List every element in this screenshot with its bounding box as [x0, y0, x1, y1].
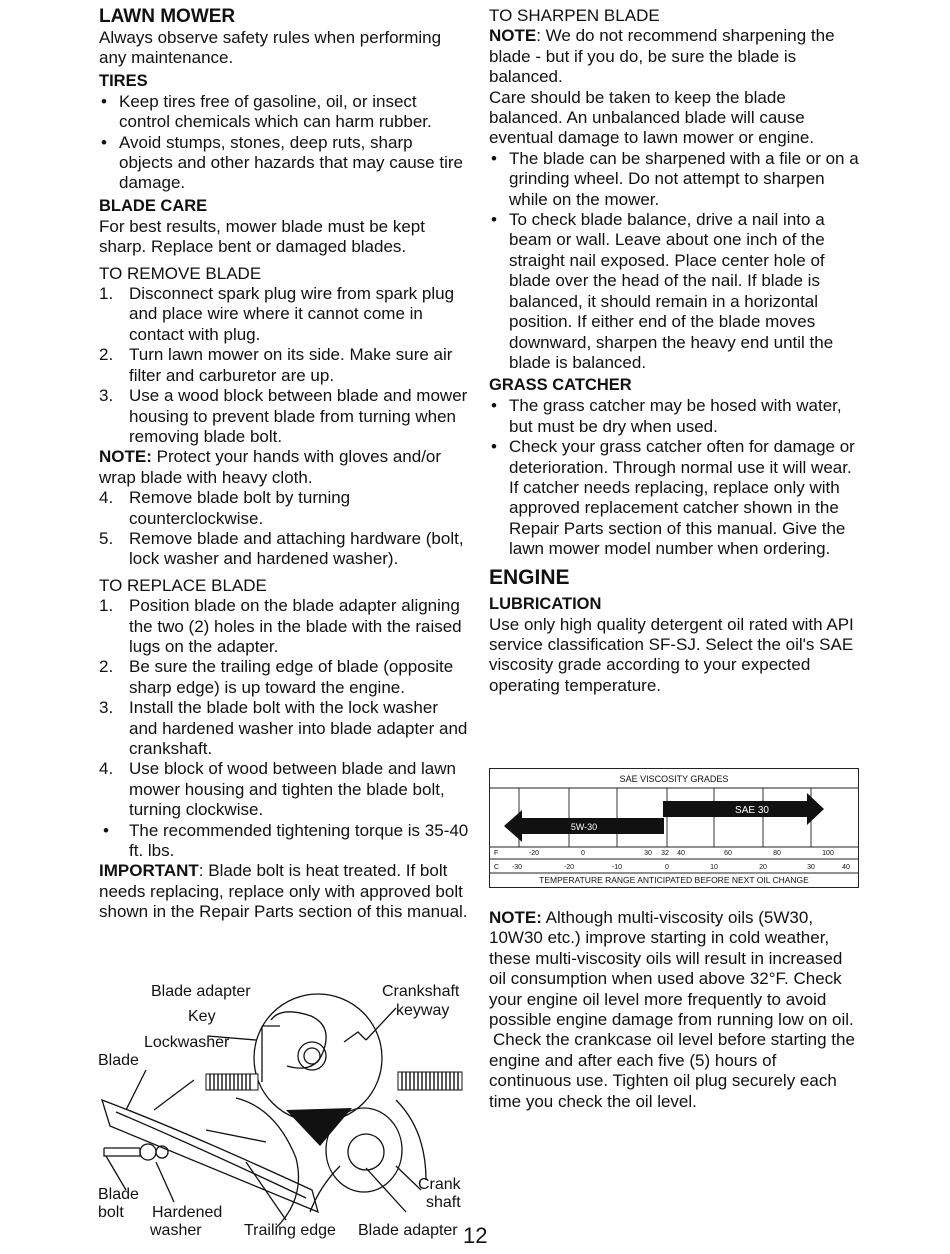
blade-assembly-diagram	[96, 980, 468, 1242]
left-column	[99, 6, 469, 923]
c-scale-label: C	[494, 864, 500, 871]
f-tick: 30	[644, 850, 652, 857]
list-item: 4. Remove blade bolt by turning counterclockwise.	[99, 488, 351, 528]
grass-catcher-heading: GRASS CATCHER	[489, 376, 632, 395]
check-oil-text: Check the crankcase oil level before starting the engine and after each five (5) hours of continuous use. Tighten oil plug securely each time you check the oil level.	[489, 1030, 855, 1111]
c-tick: 40	[842, 864, 850, 871]
multi-viscosity-note: NOTE: Although multi-viscosity oils (5W30, 10W30 etc.) improve starting in cold weather, these multi-viscosity oils will result in increased oil consumption when used above 32°F. Check your engine oil level more frequently to avoid possible engine damage from running low on oil.	[489, 908, 854, 1030]
list-item: 1. Disconnect spark plug wire from spark plug and place wire where it cannot come in contact with plug.	[99, 284, 455, 344]
list-item: • The recommended tightening torque is 35-40 ft. lbs.	[103, 820, 469, 861]
label-key: Key	[188, 1008, 216, 1025]
f-tick: 32	[661, 850, 669, 857]
page-number: 12	[463, 1223, 488, 1248]
list-item: 2. Turn lawn mower on its side. Make sure air filter and carburetor are up.	[99, 345, 453, 385]
sharpen-list	[489, 149, 859, 373]
label-blade-bolt-2: bolt	[98, 1204, 124, 1221]
list-item: • Check your grass catcher often for damage or deterioration. Through normal use it will wear. If catcher needs replacing, replace only with approved replacement catcher shown in the Repair Parts section of this manual. Give the lawn mower model number when ordering.	[491, 437, 855, 559]
sharpen-blade-heading: TO SHARPEN BLADE	[489, 6, 660, 25]
remove-note: NOTE: Protect your hands with gloves and/or wrap blade with heavy cloth.	[99, 447, 442, 487]
label-blade: Blade	[98, 1052, 139, 1069]
lubrication-text: Use only high quality detergent oil rated with API service classification SF-SJ. Select the oil's SAE viscosity grade according to your expected operating temperature.	[489, 614, 854, 695]
list-item: • The blade can be sharpened with a file or on a grinding wheel. Do not attempt to sharpen while on the mower.	[491, 148, 859, 209]
list-item: • The grass catcher may be hosed with water, but must be dry when used.	[491, 396, 842, 436]
remove-steps	[99, 284, 469, 447]
magnify-pointer	[286, 1108, 352, 1146]
list-item: 1. Position blade on the blade adapter aligning the two (2) holes in the blade with the raised lugs on the adapter.	[99, 596, 462, 656]
sae30-label: SAE 30	[735, 805, 769, 816]
sharpen-note: NOTE: We do not recommend sharpening the blade - but if you do, be sure the blade is balanced.	[489, 26, 835, 87]
list-item: 5. Remove blade and attaching hardware (bolt, lock washer and hardened washer).	[99, 528, 464, 569]
replace-steps	[99, 596, 469, 861]
tires-heading: TIRES	[99, 71, 148, 90]
viscosity-chart-graphic	[490, 769, 858, 887]
tires-list	[99, 92, 469, 194]
list-item: 4. Use block of wood between blade and lawn mower housing and tighten the blade bolt, turning clockwise.	[99, 759, 456, 820]
c-tick: 10	[710, 864, 718, 871]
c-tick: 30	[807, 864, 815, 871]
list-item: 3. Use a wood block between blade and mower housing to prevent blade from turning when removing blade bolt.	[99, 386, 468, 446]
c-tick: 20	[759, 864, 767, 871]
f-tick: 40	[677, 850, 685, 857]
f-tick: 0	[581, 850, 585, 857]
label-crankshaft-keyway: Crankshaft	[382, 983, 460, 1000]
list-item: 2. Be sure the trailing edge of blade (opposite sharp edge) is up toward the engine.	[99, 657, 454, 697]
c-tick: -10	[611, 864, 623, 871]
viscosity-chart-title: SAE VISCOSITY GRADES	[619, 774, 729, 784]
list-item: • Avoid stumps, stones, deep ruts, sharp objects and other hazards that may cause tire damage.	[101, 132, 463, 193]
label-blade-adapter-bottom: Blade adapter	[358, 1222, 458, 1239]
lubrication-heading: LUBRICATION	[489, 594, 602, 613]
grass-catcher-list	[489, 396, 859, 559]
lawn-mower-intro: Always observe safety rules when performing any maintenance.	[99, 28, 442, 68]
label-crank-shaft: Crank	[418, 1176, 461, 1193]
viscosity-chart	[489, 768, 859, 888]
list-item: • Keep tires free of gasoline, oil, or insect control chemicals which can harm rubber.	[101, 91, 432, 132]
label-hardened-washer-2: washer	[150, 1222, 202, 1239]
right-column	[489, 6, 859, 696]
list-item: • To check blade balance, drive a nail into a beam or wall. Leave about one inch of the straight nail exposed. Place center hole of blade over the head of the nail. If blade is balanced, it should remain in a horizontal position. If either end of the blade moves downward, sharpen the heavy end until the blade is balanced.	[491, 210, 834, 372]
c-tick: -30	[511, 864, 523, 871]
remove-steps-continued	[99, 488, 469, 570]
list-item: 3. Install the blade bolt with the lock washer and hardened washer into blade adapter and crankshaft.	[99, 698, 468, 758]
blade-care-heading: BLADE CARE	[99, 196, 208, 215]
engine-heading: ENGINE	[489, 565, 570, 589]
label-trailing-edge: Trailing edge	[244, 1222, 336, 1239]
right-column-lower	[489, 908, 859, 1112]
important-note: IMPORTANT: Blade bolt is heat treated. If bolt needs replacing, replace only with approved bolt shown in the Repair Parts section of this manual.	[99, 861, 468, 922]
c-tick: 0	[665, 864, 669, 871]
label-crank-shaft-2: shaft	[426, 1194, 461, 1211]
lawn-mower-heading: LAWN MOWER	[99, 6, 236, 27]
sharpen-care-text: Care should be taken to keep the blade balanced. An unbalanced blade will cause eventual damage to lawn mower or engine.	[489, 87, 815, 148]
f-tick: -20	[528, 850, 540, 857]
c-tick: -20	[563, 864, 575, 871]
f-scale-label: F	[494, 850, 499, 857]
remove-blade-heading: TO REMOVE BLADE	[99, 263, 262, 283]
f-tick: 60	[724, 850, 732, 857]
f-tick: 80	[773, 850, 781, 857]
label-blade-bolt: Blade	[98, 1186, 139, 1203]
label-blade-adapter: Blade adapter	[151, 983, 251, 1000]
f-tick: 100	[822, 850, 834, 857]
5w30-label: 5W-30	[570, 822, 598, 832]
viscosity-chart-footer: TEMPERATURE RANGE ANTICIPATED BEFORE NEXT OIL CHANGE	[539, 875, 809, 885]
label-hardened-washer: Hardened	[152, 1204, 223, 1221]
label-lockwasher: Lockwasher	[144, 1034, 230, 1051]
label-crankshaft-keyway-2: keyway	[396, 1002, 450, 1019]
replace-blade-heading: TO REPLACE BLADE	[99, 575, 267, 595]
blade-care-text: For best results, mower blade must be kept sharp. Replace bent or damaged blades.	[99, 216, 425, 257]
